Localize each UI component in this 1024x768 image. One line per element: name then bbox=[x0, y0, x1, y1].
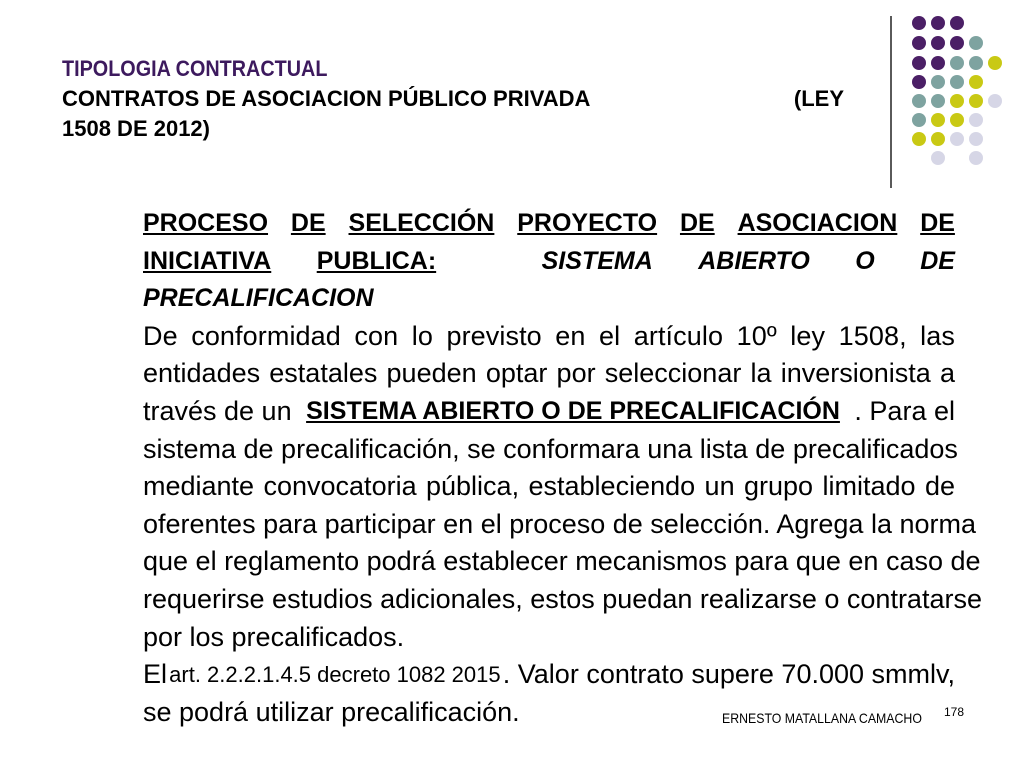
heading-word: DE bbox=[679, 209, 715, 237]
dot bbox=[912, 132, 926, 146]
body-paragraph-line bbox=[143, 355, 955, 393]
body-heading-line bbox=[143, 205, 955, 243]
dot bbox=[912, 75, 926, 89]
heading-word: INICIATIVA bbox=[143, 246, 272, 275]
heading-word: DE bbox=[290, 209, 326, 237]
dot bbox=[931, 151, 945, 165]
title-category: TIPOLOGIA CONTRACTUAL bbox=[62, 56, 328, 81]
heading-word: DE bbox=[920, 246, 955, 275]
dot bbox=[988, 94, 1002, 108]
dot bbox=[931, 94, 945, 108]
body-paragraph-line: por los precalificados. bbox=[143, 621, 405, 652]
body-paragraph-line bbox=[143, 656, 955, 694]
heading-word: PROYECTO bbox=[517, 209, 658, 237]
heading-word: SISTEMA bbox=[541, 246, 653, 275]
dot bbox=[969, 151, 983, 165]
dot bbox=[969, 132, 983, 146]
slide-title bbox=[62, 56, 852, 144]
paragraph-text: mediante convocatoria pública, estableciendo un grupo limitado de bbox=[143, 471, 955, 502]
paragraph-text: . Para el bbox=[854, 395, 955, 426]
paragraph-text: oferentes para participar en el proceso de selección. Agrega la norma bbox=[143, 508, 976, 539]
body-paragraph-line bbox=[143, 318, 955, 356]
dot bbox=[969, 56, 983, 70]
dot bbox=[931, 75, 945, 89]
header-divider bbox=[890, 16, 892, 188]
dot bbox=[931, 113, 945, 127]
paragraph-text: entidades estatales pueden optar por seleccionar la inversionista a bbox=[143, 358, 955, 389]
dot bbox=[912, 56, 926, 70]
paragraph-text: El bbox=[143, 659, 168, 690]
dot bbox=[950, 56, 964, 70]
body-paragraph-line bbox=[143, 393, 955, 431]
heading-word: ABIERTO bbox=[698, 246, 810, 275]
dot bbox=[931, 132, 945, 146]
slide-body bbox=[143, 205, 982, 731]
body-heading-line: PRECALIFICACION bbox=[143, 284, 374, 313]
emphasis-text: SISTEMA ABIERTO O DE PRECALIFICACIÓN bbox=[306, 396, 840, 425]
title-law-ref: (LEY bbox=[793, 86, 844, 111]
dot bbox=[931, 16, 945, 30]
paragraph-text: . Valor contrato supere 70.000 smmlv, bbox=[502, 659, 955, 690]
body-paragraph-line bbox=[143, 468, 955, 506]
dot bbox=[950, 94, 964, 108]
dot bbox=[969, 36, 983, 50]
dot bbox=[950, 75, 964, 89]
dot bbox=[950, 113, 964, 127]
dot bbox=[931, 56, 945, 70]
heading-word: O bbox=[855, 246, 875, 275]
dot bbox=[912, 36, 926, 50]
body-paragraph-line bbox=[143, 543, 981, 581]
dot bbox=[912, 113, 926, 127]
paragraph-text: De conformidad con lo previsto en el artículo 10º ley 1508, las bbox=[143, 320, 955, 351]
paragraph-text: través de un bbox=[143, 395, 292, 426]
heading-word: PROCESO bbox=[143, 209, 269, 237]
body-paragraph-line bbox=[143, 581, 982, 619]
paragraph-text: que el reglamento podrá establecer mecanismos para que en caso de bbox=[143, 546, 981, 577]
page-number: 178 bbox=[944, 705, 965, 719]
dot bbox=[950, 132, 964, 146]
dot bbox=[969, 94, 983, 108]
dot bbox=[912, 94, 926, 108]
dot bbox=[950, 16, 964, 30]
body-paragraph-line bbox=[143, 431, 958, 469]
dot bbox=[969, 75, 983, 89]
dot bbox=[988, 56, 1002, 70]
heading-word: DE bbox=[920, 209, 955, 237]
title-main-text: CONTRATOS DE ASOCIACION PÚBLICO PRIVADA bbox=[62, 86, 591, 111]
body-paragraph-line: se podrá utilizar precalificación. bbox=[143, 696, 520, 727]
body-paragraph-line bbox=[143, 506, 976, 544]
heading-word: SELECCIÓN bbox=[348, 209, 495, 237]
heading-word: ASOCIACION bbox=[737, 209, 898, 237]
dot bbox=[931, 36, 945, 50]
body-heading-line bbox=[143, 243, 955, 281]
citation-text: art. 2.2.2.1.4.5 decreto 1082 2015 bbox=[169, 662, 501, 688]
dot bbox=[950, 36, 964, 50]
dot bbox=[969, 113, 983, 127]
paragraph-text: requerirse estudios adicionales, estos puedan realizarse o contratarse bbox=[143, 583, 982, 614]
paragraph-text: sistema de precalificación, se conformara una lista de precalificados bbox=[143, 433, 958, 464]
footer-author: ERNESTO MATALLANA CAMACHO bbox=[722, 710, 922, 726]
title-main bbox=[62, 84, 844, 114]
dot bbox=[912, 16, 926, 30]
heading-word: PUBLICA: bbox=[316, 246, 437, 275]
title-year: 1508 DE 2012) bbox=[62, 116, 210, 141]
